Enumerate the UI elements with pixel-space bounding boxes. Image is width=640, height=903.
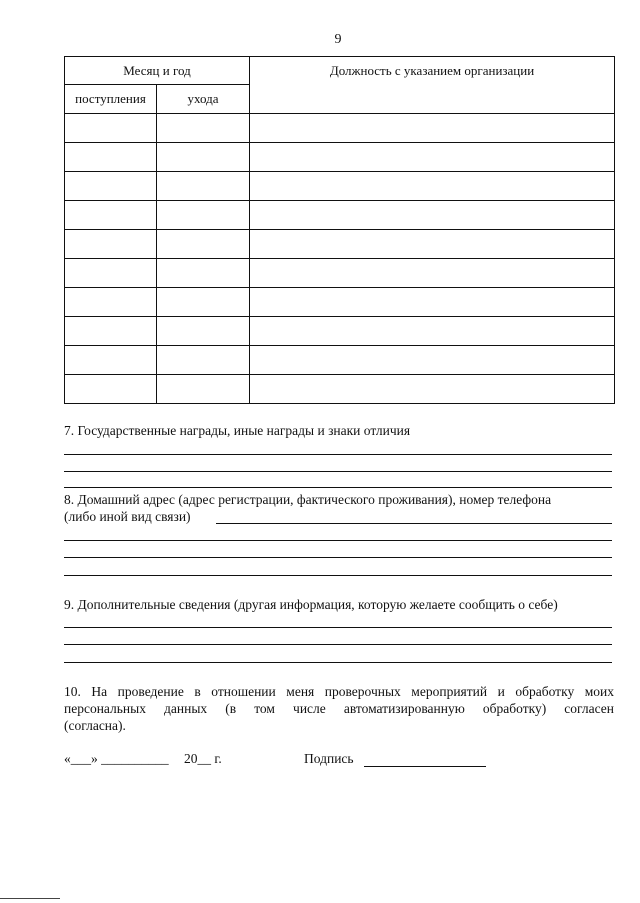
section-8-fill-line[interactable]: [64, 540, 612, 541]
header-position: Должность с указанием организации: [250, 57, 615, 114]
section-9-label: 9. Дополнительные сведения (другая информация, которую желаете сообщить о себе): [64, 597, 558, 612]
section-8-fill-line[interactable]: [64, 575, 612, 576]
position-cell[interactable]: [250, 201, 615, 230]
page-edge-mark: [0, 898, 60, 899]
entry-cell[interactable]: [65, 114, 157, 143]
exit-cell[interactable]: [157, 172, 250, 201]
table-row: [65, 375, 615, 404]
entry-cell[interactable]: [65, 201, 157, 230]
table-row: [65, 172, 615, 201]
header-month-year: Месяц и год: [65, 57, 250, 85]
entry-cell[interactable]: [65, 288, 157, 317]
section-10-line3: (согласна).: [64, 718, 126, 733]
date-year-field[interactable]: 20__ г.: [184, 751, 222, 766]
exit-cell[interactable]: [157, 114, 250, 143]
entry-cell[interactable]: [65, 346, 157, 375]
table-row: [65, 288, 615, 317]
position-cell[interactable]: [250, 346, 615, 375]
section-8-fill-line[interactable]: [64, 557, 612, 558]
position-cell[interactable]: [250, 259, 615, 288]
section-7-fill-line[interactable]: [64, 471, 612, 472]
entry-cell[interactable]: [65, 317, 157, 346]
table-row: [65, 201, 615, 230]
section-10-line2: персональных данных (в том числе автоматизированную обработку) согласен: [64, 701, 614, 716]
entry-cell[interactable]: [65, 375, 157, 404]
position-cell[interactable]: [250, 317, 615, 346]
table-row: [65, 114, 615, 143]
exit-cell[interactable]: [157, 143, 250, 172]
position-cell[interactable]: [250, 375, 615, 404]
entry-cell[interactable]: [65, 143, 157, 172]
position-cell[interactable]: [250, 172, 615, 201]
page-number: 9: [334, 32, 342, 47]
date-day-month-field[interactable]: «___» __________: [64, 751, 169, 766]
section-9-fill-line[interactable]: [64, 662, 612, 663]
exit-cell[interactable]: [157, 375, 250, 404]
position-cell[interactable]: [250, 230, 615, 259]
entry-cell[interactable]: [65, 172, 157, 201]
position-cell[interactable]: [250, 114, 615, 143]
table-row: [65, 143, 615, 172]
table-row: [65, 346, 615, 375]
signature-line[interactable]: [364, 766, 486, 767]
exit-cell[interactable]: [157, 346, 250, 375]
section-8-fill-line[interactable]: [216, 523, 612, 524]
entry-cell[interactable]: [65, 230, 157, 259]
entry-cell[interactable]: [65, 259, 157, 288]
signature-label: Подпись: [304, 751, 354, 766]
section-8-label-line2: (либо иной вид связи): [64, 509, 191, 524]
exit-cell[interactable]: [157, 259, 250, 288]
section-10-line1: 10. На проведение в отношении меня проверочных мероприятий и обработку моих: [64, 684, 614, 699]
position-cell[interactable]: [250, 288, 615, 317]
table-row: [65, 317, 615, 346]
section-7-fill-line[interactable]: [64, 487, 612, 488]
section-7-label: 7. Государственные награды, иные награды и знаки отличия: [64, 423, 411, 438]
header-exit: ухода: [157, 85, 250, 114]
exit-cell[interactable]: [157, 230, 250, 259]
exit-cell[interactable]: [157, 288, 250, 317]
section-8-label-line1: 8. Домашний адрес (адрес регистрации, фактического проживания), номер телефона: [64, 492, 552, 507]
exit-cell[interactable]: [157, 201, 250, 230]
section-7-fill-line[interactable]: [64, 454, 612, 455]
table-row: [65, 230, 615, 259]
section-9-fill-line[interactable]: [64, 627, 612, 628]
exit-cell[interactable]: [157, 317, 250, 346]
header-entry: поступления: [65, 85, 157, 114]
table-row: [65, 259, 615, 288]
position-cell[interactable]: [250, 143, 615, 172]
employment-history-table: [64, 56, 615, 404]
section-9-fill-line[interactable]: [64, 644, 612, 645]
